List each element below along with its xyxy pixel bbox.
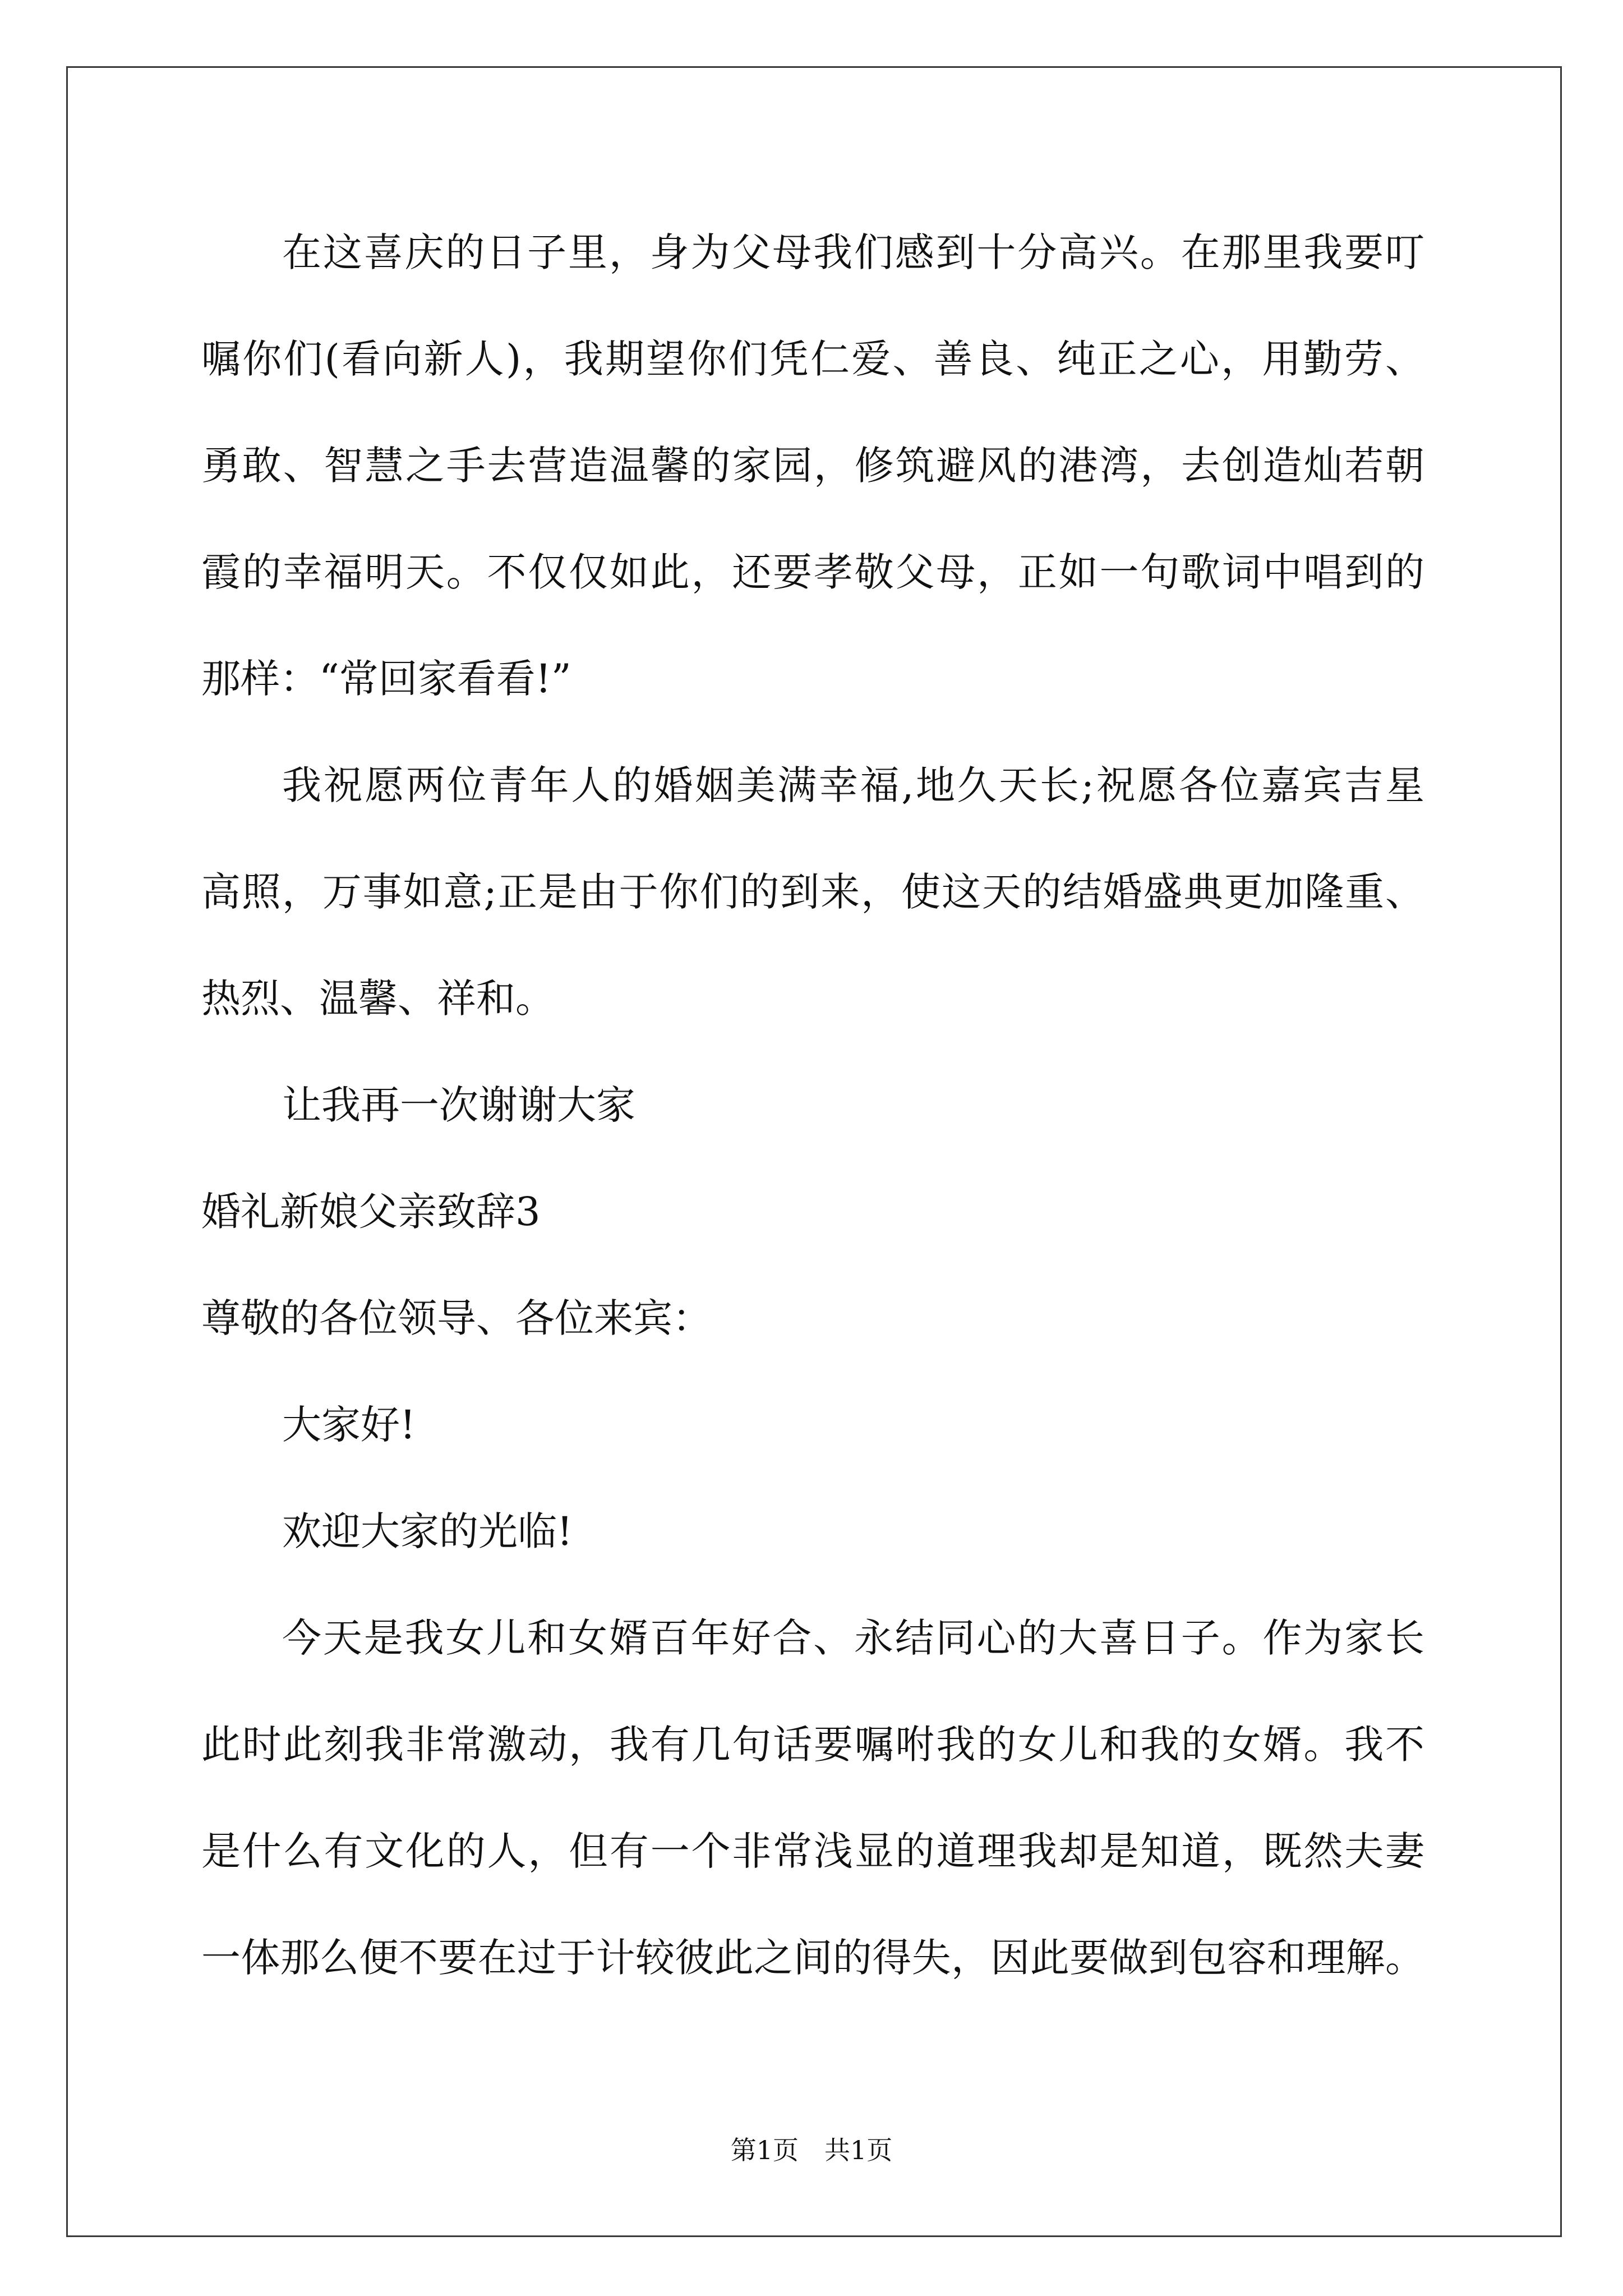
page-footer: 第1页 共1页 xyxy=(730,2135,893,2165)
paragraph-line: 高照，万事如意;正是由于你们的到来，使这天的结婚盛典更加隆重、 xyxy=(201,869,1424,915)
paragraph-line: 今天是我女儿和女婿百年好合、永结同心的大喜日子。作为家长 xyxy=(282,1615,1424,1661)
section-heading-text: 婚礼新娘父亲致辞3 xyxy=(201,1189,541,1235)
paragraph xyxy=(201,1585,1424,2011)
paragraph-line: 在这喜庆的日子里，身为父母我们感到十分高兴。在那里我要叮 xyxy=(282,229,1424,275)
paragraph-line: 一体那么便不要在过于计较彼此之间的得失，因此要做到包容和理解。 xyxy=(201,1935,1424,1981)
paragraph-line: 让我再一次谢谢大家 xyxy=(282,1082,635,1128)
paragraph-line: 此时此刻我非常激动，我有几句话要嘱咐我的女儿和我的女婿。我不 xyxy=(201,1722,1424,1768)
paragraph-line: 热烈、温馨、祥和。 xyxy=(201,976,555,1022)
paragraph xyxy=(201,199,1424,732)
paragraph-line: 那样：“常回家看看!” xyxy=(201,656,571,702)
paragraph-line: 大家好! xyxy=(282,1402,416,1448)
document-body xyxy=(201,199,1424,2011)
paragraph-line: 是什么有文化的人，但有一个非常浅显的道理我却是知道，既然夫妻 xyxy=(201,1828,1424,1874)
paragraph-line: 霞的幸福明天。不仅仅如此，还要孝敬父母，正如一句歌词中唱到的 xyxy=(201,549,1424,595)
salutation xyxy=(201,1265,1424,1372)
salutation-line: 尊敬的各位领导、各位来宾： xyxy=(201,1295,712,1341)
paragraph-line: 欢迎大家的光临! xyxy=(282,1508,573,1554)
paragraph xyxy=(201,1372,1424,1478)
paragraph-line: 我祝愿两位青年人的婚姻美满幸福,地久天长;祝愿各位嘉宾吉星 xyxy=(282,762,1424,808)
section-heading xyxy=(201,1158,1424,1265)
paragraph-line: 勇敢、智慧之手去营造温馨的家园，修筑避风的港湾，去创造灿若朝 xyxy=(201,443,1424,489)
paragraph xyxy=(201,732,1424,1052)
paragraph xyxy=(201,1478,1424,1585)
paragraph xyxy=(201,1052,1424,1158)
paragraph-line: 嘱你们(看向新人)，我期望你们凭仁爱、善良、纯正之心，用勤劳、 xyxy=(201,336,1424,382)
